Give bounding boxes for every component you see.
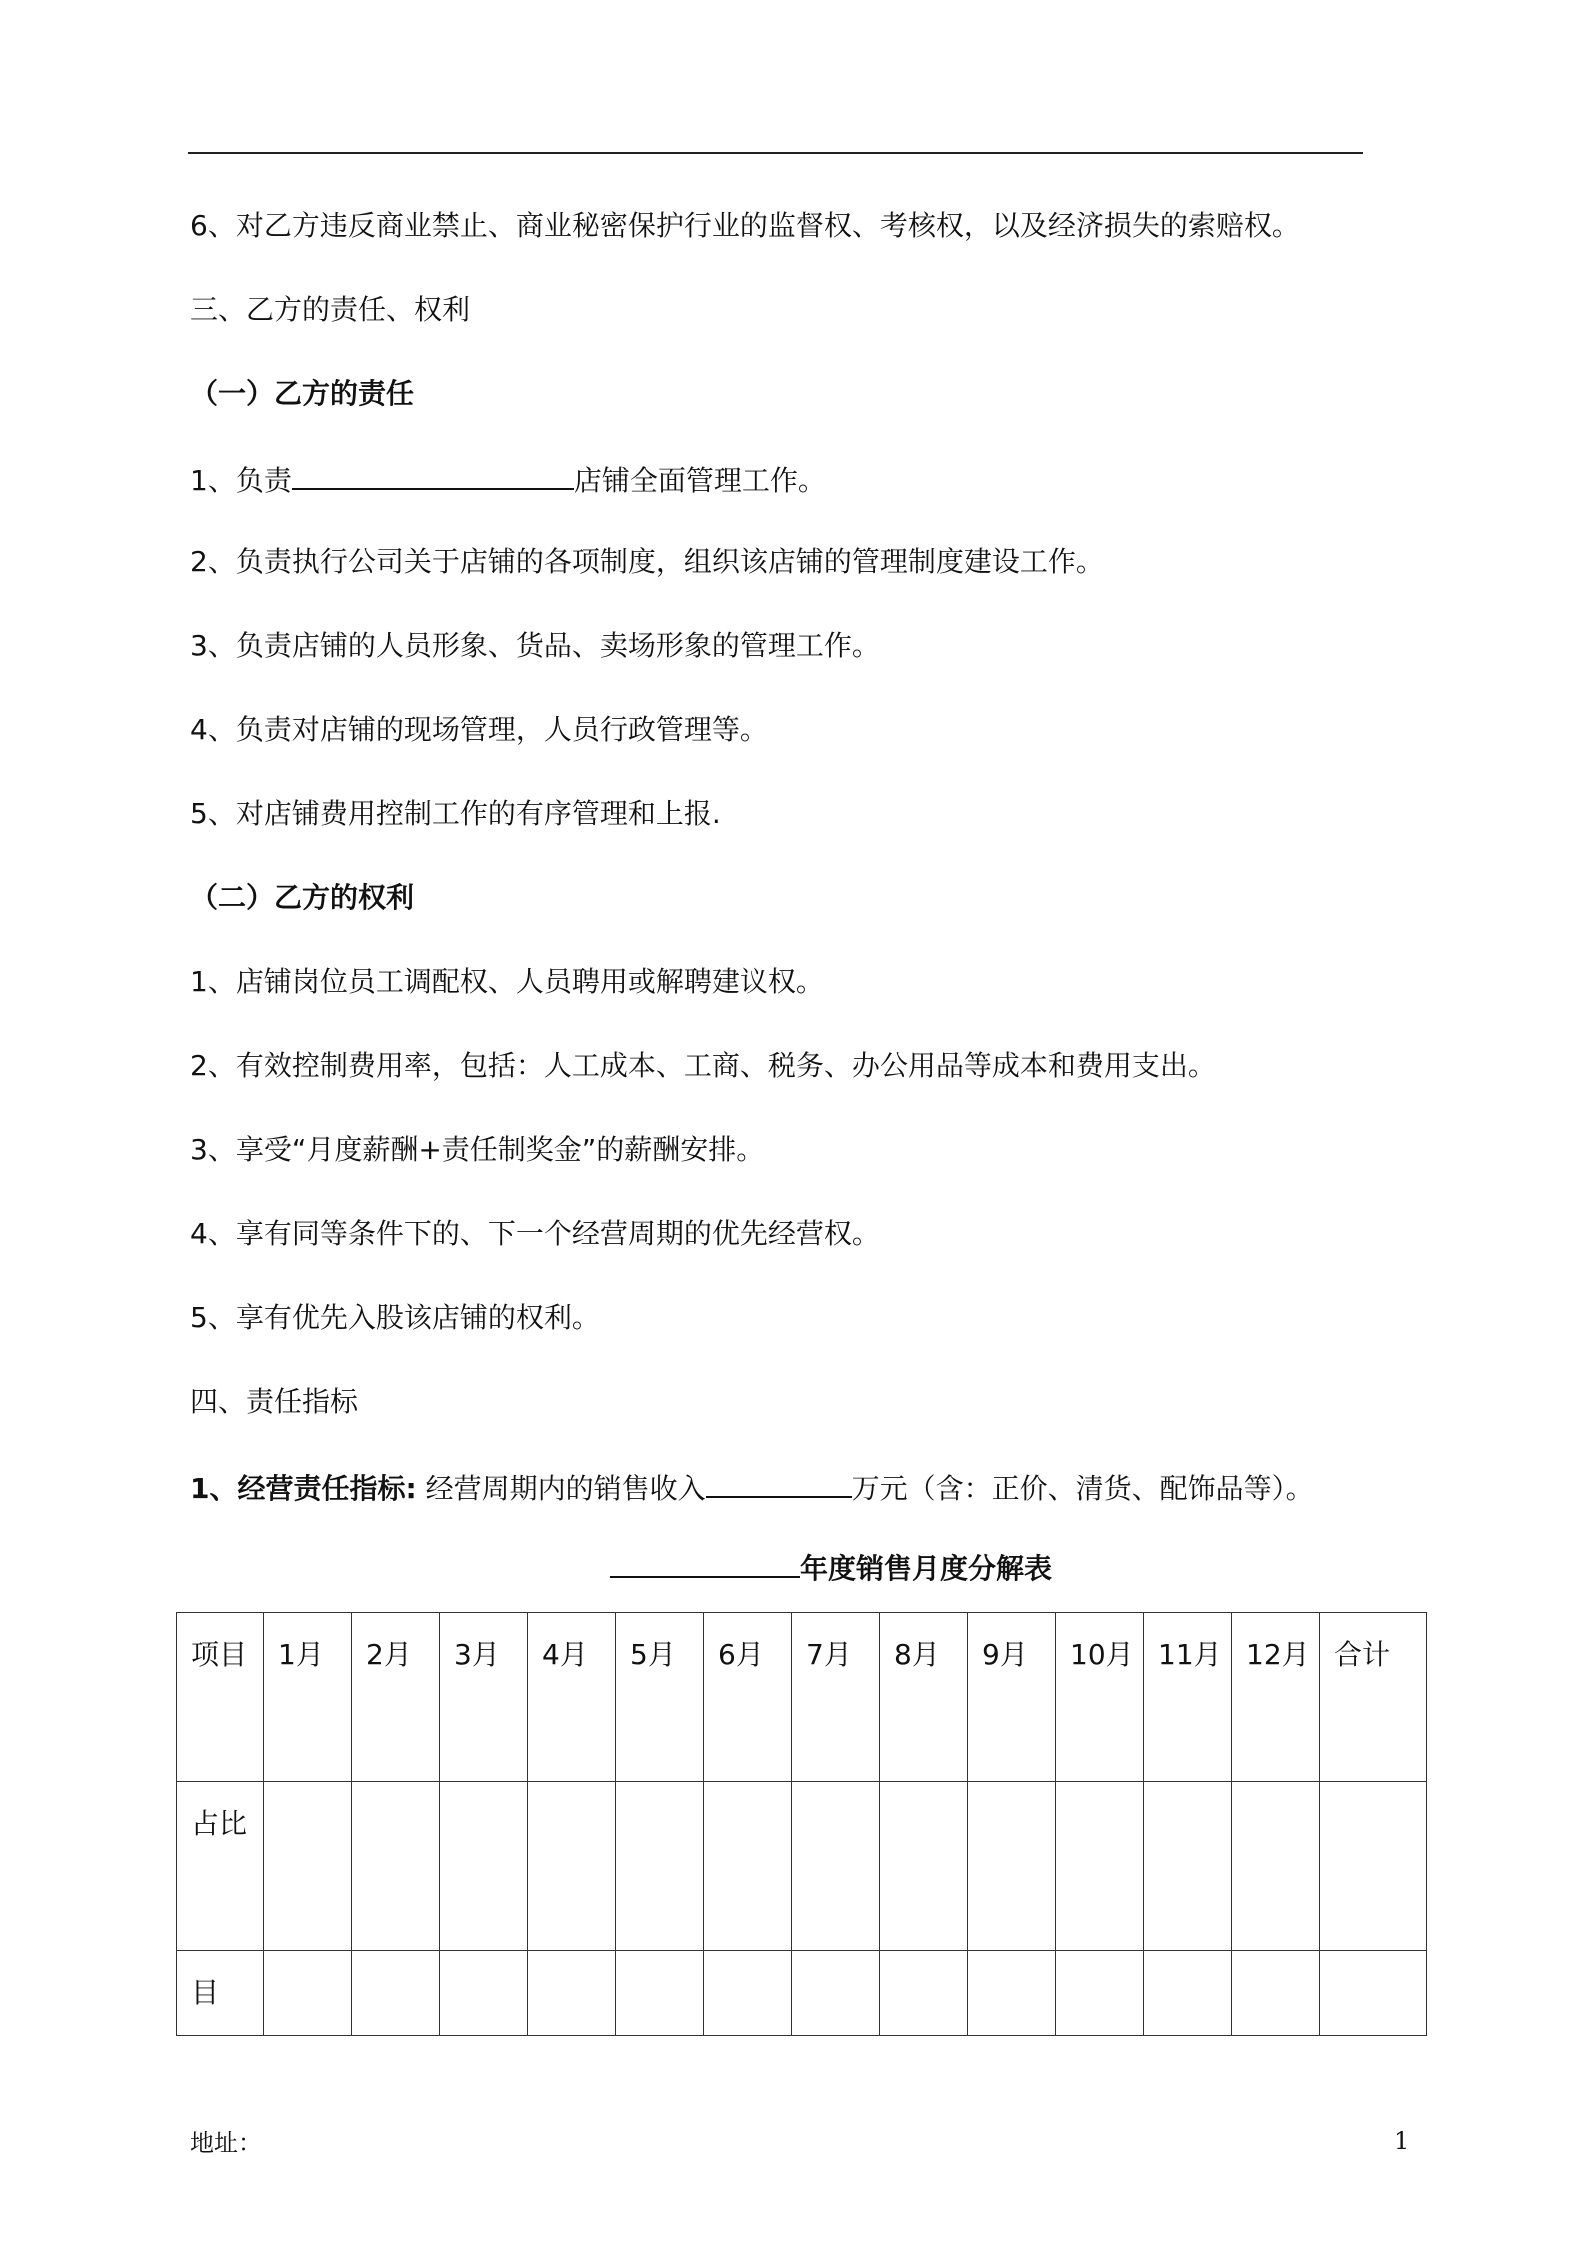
clause-d1-suffix: 万元（含：正价、清货、配饰品等）。	[851, 1472, 1314, 1505]
header-rule	[188, 152, 1363, 154]
clause-b1	[190, 458, 826, 501]
table-cell[interactable]	[616, 1782, 704, 1951]
table-cell[interactable]	[1144, 1951, 1232, 2036]
row-label-ratio: 占比	[177, 1782, 264, 1951]
table-cell[interactable]	[968, 1782, 1056, 1951]
clause-b1-suffix: 店铺全面管理工作。	[573, 464, 826, 497]
header-cell-month: 1月	[264, 1613, 352, 1782]
table-cell[interactable]	[616, 1951, 704, 2036]
clause-b3: 3、负责店铺的人员形象、货品、卖场形象的管理工作。	[190, 629, 880, 662]
table-cell[interactable]	[440, 1951, 528, 2036]
header-cell-month: 8月	[880, 1613, 968, 1782]
clause-d1-label: 1、经营责任指标:	[190, 1472, 417, 1505]
section-4-heading: 四、责任指标	[190, 1385, 359, 1418]
table-cell[interactable]	[1320, 1782, 1427, 1951]
table-cell[interactable]	[704, 1782, 792, 1951]
table-cell[interactable]	[704, 1951, 792, 2036]
footer-address-label: 地址：	[190, 2129, 262, 2157]
table-title	[610, 1546, 1052, 1589]
table-cell[interactable]	[968, 1951, 1056, 2036]
header-cell-month: 7月	[792, 1613, 880, 1782]
clause-d1-text: 经营周期内的销售收入	[416, 1472, 706, 1505]
clause-b1-prefix: 1、负责	[190, 464, 292, 497]
header-cell-month: 3月	[440, 1613, 528, 1782]
header-cell-month: 10月	[1056, 1613, 1144, 1782]
table-cell[interactable]	[1232, 1951, 1320, 2036]
header-cell-month: 9月	[968, 1613, 1056, 1782]
row-label-target: 目	[177, 1951, 264, 2036]
table-cell[interactable]	[264, 1782, 352, 1951]
table-cell[interactable]	[1232, 1782, 1320, 1951]
table-cell[interactable]	[528, 1782, 616, 1951]
store-name-blank[interactable]	[292, 458, 574, 490]
table-cell[interactable]	[1056, 1782, 1144, 1951]
header-cell-item: 项目	[177, 1613, 264, 1782]
monthly-sales-table	[176, 1612, 1427, 2036]
header-cell-month: 12月	[1232, 1613, 1320, 1782]
clause-c5: 5、享有优先入股该店铺的权利。	[190, 1301, 600, 1334]
table-cell[interactable]	[792, 1951, 880, 2036]
table-cell[interactable]	[352, 1951, 440, 2036]
table-cell[interactable]	[880, 1782, 968, 1951]
table-cell[interactable]	[880, 1951, 968, 2036]
header-cell-month: 5月	[616, 1613, 704, 1782]
header-cell-month: 6月	[704, 1613, 792, 1782]
table-cell[interactable]	[352, 1782, 440, 1951]
table-cell[interactable]	[1320, 1951, 1427, 2036]
clause-c4: 4、享有同等条件下的、下一个经营周期的优先经营权。	[190, 1217, 880, 1250]
revenue-amount-blank[interactable]	[706, 1466, 852, 1498]
clause-b5: 5、对店铺费用控制工作的有序管理和上报.	[190, 797, 721, 830]
table-cell[interactable]	[1056, 1951, 1144, 2036]
table-cell[interactable]	[792, 1782, 880, 1951]
clause-b2: 2、负责执行公司关于店铺的各项制度，组织该店铺的管理制度建设工作。	[190, 545, 1104, 578]
header-cell-total: 合计	[1320, 1613, 1427, 1782]
subsection-rights: （二）乙方的权利	[190, 881, 415, 914]
table-title-text: 年度销售月度分解表	[800, 1552, 1053, 1585]
header-cell-month: 2月	[352, 1613, 440, 1782]
header-cell-month: 4月	[528, 1613, 616, 1782]
subsection-responsibilities: （一）乙方的责任	[190, 377, 415, 410]
table-cell[interactable]	[264, 1951, 352, 2036]
clause-d1	[190, 1466, 1314, 1509]
table-header-row	[177, 1613, 1427, 1782]
table-row-target	[177, 1951, 1427, 2036]
clause-a6: 6、对乙方违反商业禁止、商业秘密保护行业的监督权、考核权，以及经济损失的索赔权。	[190, 209, 1300, 242]
page-number: 1	[1394, 2127, 1410, 2155]
section-3-heading: 三、乙方的责任、权利	[190, 293, 471, 326]
table-cell[interactable]	[440, 1782, 528, 1951]
clause-c2: 2、有效控制费用率，包括：人工成本、工商、税务、办公用品等成本和费用支出。	[190, 1049, 1216, 1082]
year-blank[interactable]	[610, 1546, 800, 1578]
table-row-ratio	[177, 1782, 1427, 1951]
clause-c1: 1、店铺岗位员工调配权、人员聘用或解聘建议权。	[190, 965, 824, 998]
clause-c3: 3、享受“月度薪酬+责任制奖金”的薪酬安排。	[190, 1133, 765, 1166]
clause-b4: 4、负责对店铺的现场管理，人员行政管理等。	[190, 713, 768, 746]
header-cell-month: 11月	[1144, 1613, 1232, 1782]
table-cell[interactable]	[1144, 1782, 1232, 1951]
table-cell[interactable]	[528, 1951, 616, 2036]
